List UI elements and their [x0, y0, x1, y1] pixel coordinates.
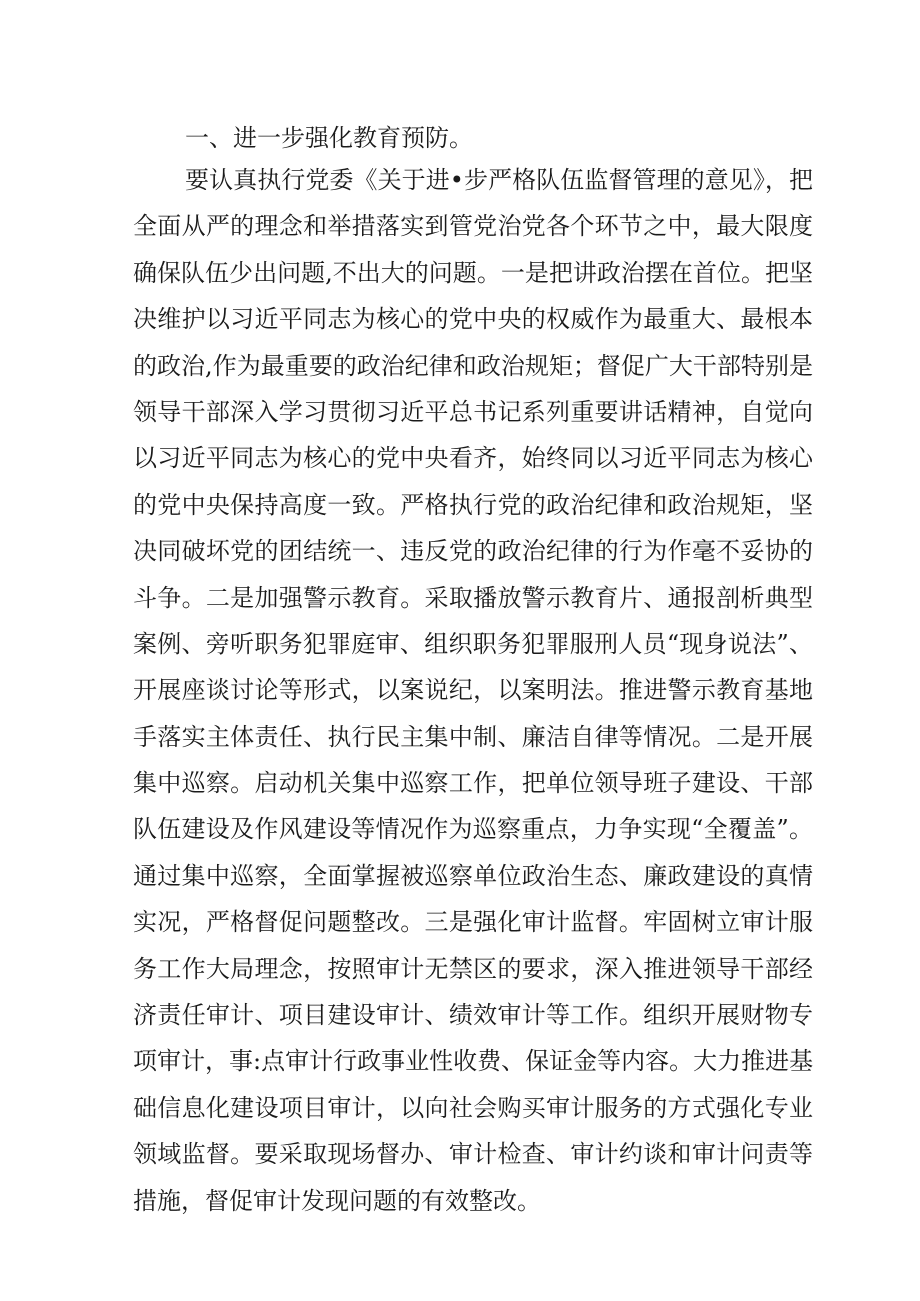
paragraph-line: 决同破坏党的团结统一、违反党的政治纪律的行为作毫不妥协的	[133, 537, 813, 566]
paragraph-line: 确保队伍少出问题,不出大的问题。一是把讲政治摆在首位。把坚	[133, 258, 813, 287]
paragraph-line: 领导干部深入学习贯彻习近平总书记系列重要讲话精神，自觉向	[133, 397, 813, 426]
paragraph-line: 手落实主体责任、执行民主集中制、廉洁自律等情况。二是开展	[133, 722, 813, 751]
paragraph-line: 的政治,作为最重要的政治纪律和政治规矩；督促广大干部特别是	[133, 351, 813, 380]
body-paragraph	[133, 157, 813, 1224]
paragraph-line: 务工作大局理念，按照审计无禁区的要求，深入推进领导干部经	[133, 954, 813, 983]
paragraph-line: 通过集中巡察，全面掌握被巡察单位政治生态、廉政建设的真情	[133, 861, 813, 890]
paragraph-line: 开展座谈讨论等形式，以案说纪，以案明法。推进警示教育基地	[133, 676, 813, 705]
paragraph-line: 项审计，事:点审计行政事业性收费、保证金等内容。大力推进基	[133, 1047, 814, 1076]
paragraph-line: 实况，严格督促问题整改。三是强化审计监督。牢固树立审计服	[133, 908, 813, 937]
paragraph-line: 集中巡察。启动机关集中巡察工作，把单位领导班子建设、干部	[133, 769, 813, 798]
paragraph-line: 础信息化建设项目审计，以向社会购买审计服务的方式强化专业	[133, 1093, 813, 1122]
paragraph-line: 以习近平同志为核心的党中央看齐，始终同以习近平同志为核心	[133, 444, 813, 473]
paragraph-line: 全面从严的理念和举措落实到管党治党各个环节之中，最大限度	[133, 212, 813, 241]
paragraph-line: 领域监督。要采取现场督办、审计检查、审计约谈和审计问责等	[133, 1140, 813, 1169]
paragraph-line: 案例、旁听职务犯罪庭审、组织职务犯罪服刑人员“现身说法”、	[133, 629, 813, 658]
paragraph-line: 措施，督促审计发现问题的有效整改。	[133, 1186, 541, 1215]
section-heading: 一、进一步强化教育预防。	[185, 124, 473, 152]
paragraph-line: 决维护以习近平同志为核心的党中央的权威作为最重大、最根本	[133, 305, 813, 334]
paragraph-line: 斗争。二是加强警示教育。采取播放警示教育片、通报剖析典型	[133, 583, 813, 612]
paragraph-line: 队伍建设及作风建设等情况作为巡察重点，力争实现“全覆盖”。	[133, 815, 813, 844]
paragraph-line: 济责任审计、项目建设审计、绩效审计等工作。组织开展财物专	[133, 1001, 813, 1030]
paragraph-line: 要认真执行党委《关于进•步严格队伍监督管理的意见》，把	[185, 166, 813, 194]
paragraph-line: 的党中央保持高度一致。严格执行党的政治纪律和政治规矩，坚	[133, 490, 813, 519]
